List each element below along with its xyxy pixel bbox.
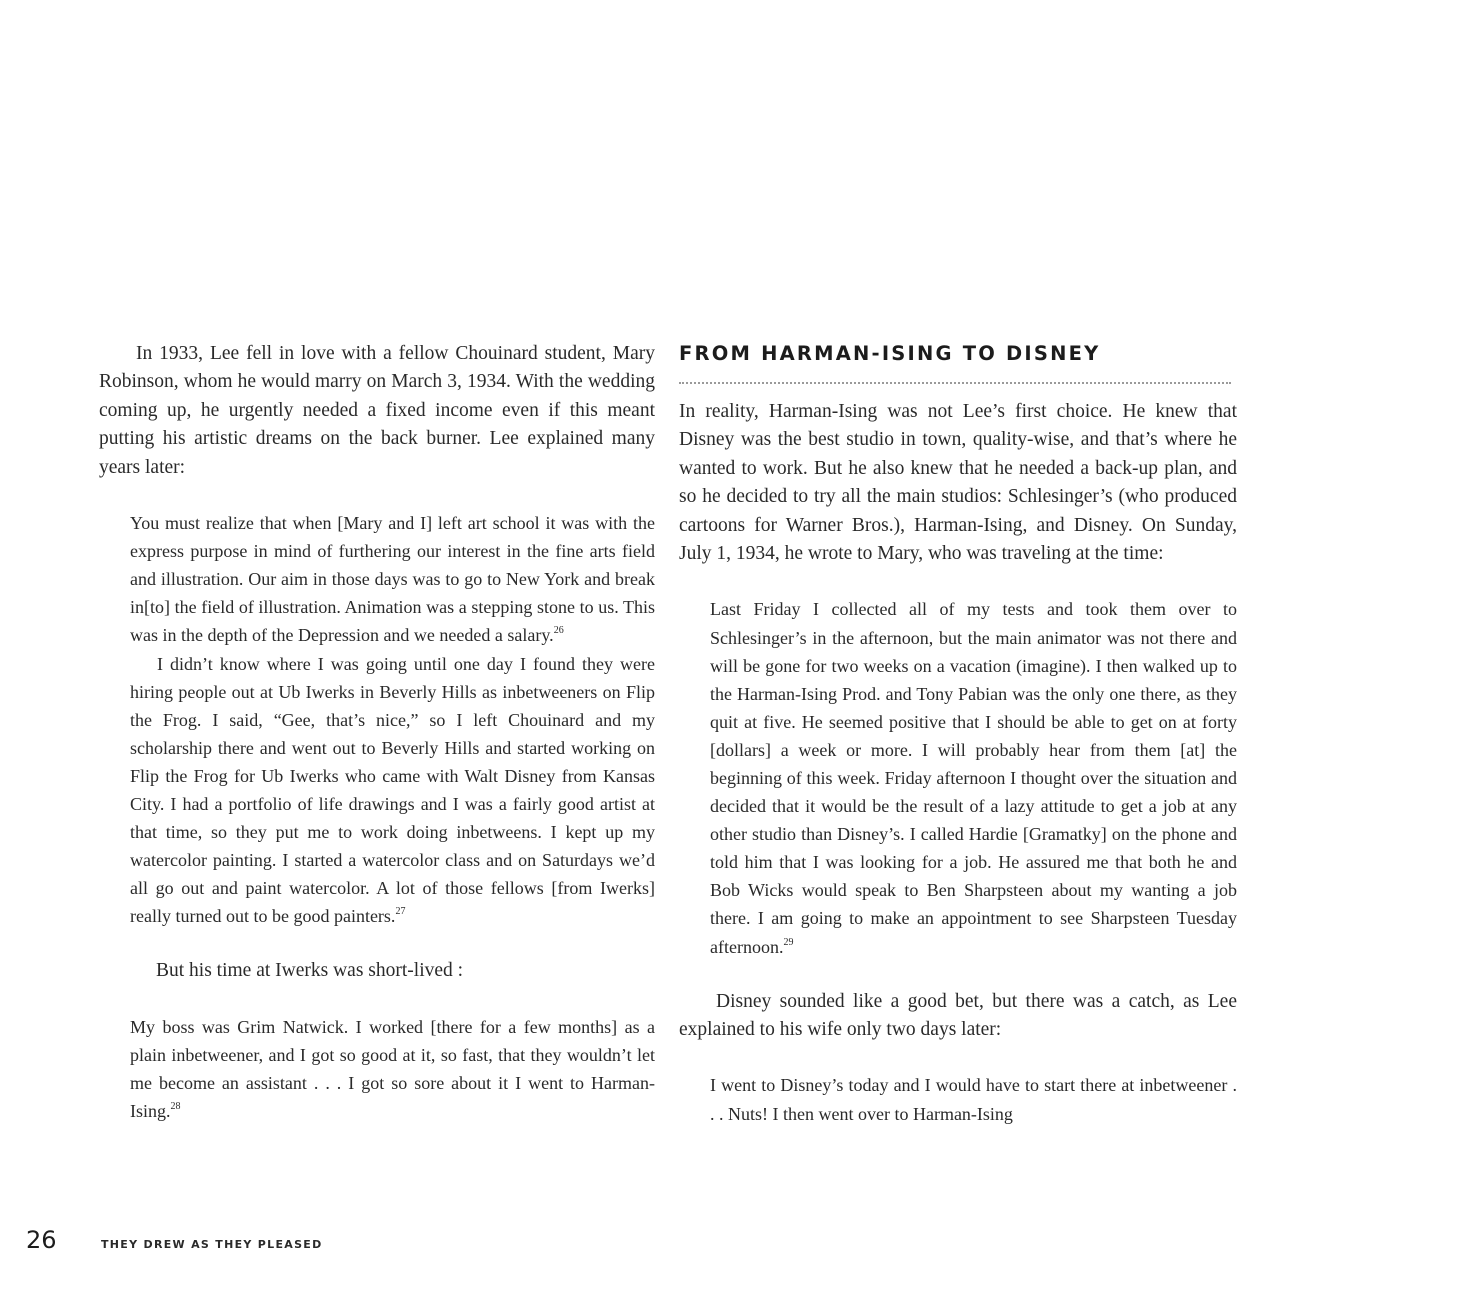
page-number: 26	[26, 1226, 57, 1254]
block-quote	[710, 595, 1237, 960]
section-heading: FROM HARMAN-ISING TO DISNEY	[679, 342, 1101, 365]
block-quote	[710, 1071, 1237, 1127]
footnote-marker: 28	[170, 1101, 181, 1113]
block-quote	[130, 1013, 655, 1125]
quote-text: My boss was Grim Natwick. I worked [there for a few months] as a plain inbetweener, and I got so good at it, so fast, that they wouldn’t let me become an assistant . . . I got so sore about it I went to Harman-Ising.	[130, 1016, 655, 1122]
quote-paragraph	[130, 650, 655, 931]
body-paragraph: But his time at Iwerks was short-lived :	[156, 960, 464, 982]
quote-paragraph	[130, 509, 655, 649]
quote-text: You must realize that when [Mary and I] left art school it was with the express purpose in mind of furthering our interest in the fine arts field and illustration. Our aim in those days was to go to New York and break in[to] the field of illustration. Animation was a stepping stone to us. This was in the depth of the Depression and we needed a salary.	[130, 513, 655, 646]
quote-text: I didn’t know where I was going until one day I found they were hiring people out at Ub Iwerks in Beverly Hills as inbetweeners on Flip the Frog. I said, “Gee, that’s nice,” so I left Chouinard and my scholarship there and went out to Beverly Hills and started working on Flip the Frog for Ub Iwerks who came with Walt Disney from Kansas City. I had a portfolio of life drawings and I was a fairly good artist at that time, so they put me to work doing inbetweens. I kept up my watercolor painting. I started a watercolor class and on Saturdays we’d all go out and paint watercolor. A lot of those fellows [from Iwerks] really turned out to be good painters.	[130, 653, 655, 927]
left-column	[99, 340, 655, 1125]
footnote-marker: 29	[783, 936, 794, 948]
body-paragraph: In reality, Harman-Ising was not Lee’s first choice. He knew that Disney was the best studio in town, quality-wise, and that’s where he wanted to work. But he also knew that he needed a back-up plan, and so he decided to try all the main studios: Schlesinger’s (who produced cartoons for Warner Bros.), Harman-Ising, and Disney. On Sunday, July 1, 1934, he wrote to Mary, who was traveling at the time:	[679, 401, 1237, 565]
quote-paragraph: I went to Disney’s today and I would have to start there at inbetweener . . . Nuts! I then went over to Harman-Ising	[710, 1075, 1237, 1124]
heading-divider	[679, 382, 1231, 384]
block-quote	[130, 509, 655, 930]
body-paragraph: Disney sounded like a good bet, but there was a catch, as Lee explained to his wife only two days later:	[679, 990, 1237, 1041]
quote-text: Last Friday I collected all of my tests and took them over to Schlesinger’s in the afternoon, but the main animator was not there and will be gone for two weeks on a vacation (imagine). I then walked up to the Harman-Ising Prod. and Tony Pabian was the only one there, as they quit at five. He seemed positive that I should be able to get on at forty [dollars] a week or more. I will probably hear from them [at] the beginning of this week. Friday afternoon I thought over the situation and decided that it would be the result of a lazy attitude to get a job at any other studio than Disney’s. I called Hardie [Gramatky] on the phone and told him that I was looking for a job. He assured me that both he and Bob Wicks would speak to Ben Sharpsteen about my wanting a job there. I am going to make an appointment to see Sharpsteen Tuesday afternoon.	[710, 599, 1237, 957]
body-paragraph: In 1933, Lee fell in love with a fellow Chouinard student, Mary Robinson, whom he would marry on March 3, 1934. With the wedding coming up, he urgently needed a fixed income even if this meant putting his artistic dreams on the back burner. Lee explained many years later:	[99, 343, 655, 478]
quote-paragraph	[130, 1013, 655, 1125]
running-head: THEY DREW AS THEY PLEASED	[101, 1238, 323, 1251]
footnote-marker: 26	[553, 625, 564, 637]
quote-paragraph	[710, 595, 1237, 960]
right-column	[679, 340, 1237, 1128]
footnote-marker: 27	[395, 906, 406, 918]
